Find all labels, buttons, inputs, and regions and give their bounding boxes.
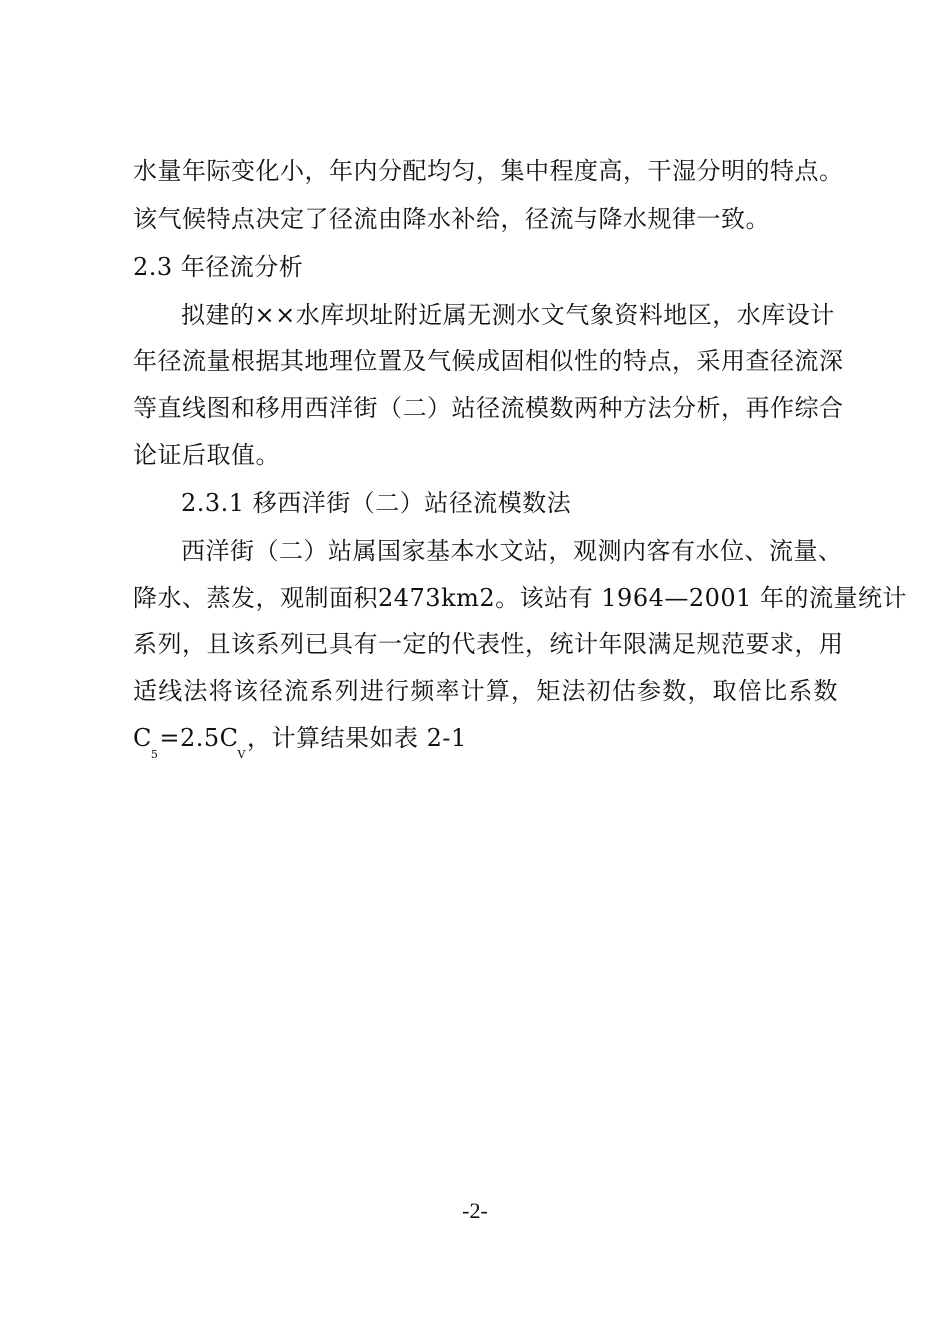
body-text-line: 该气候特点决定了径流由降水补给，径流与降水规律一致。	[133, 205, 770, 233]
body-text-line: 论证后取值。	[133, 441, 280, 469]
subsection-heading: 2.3.1 移西洋街（二）站径流模数法	[181, 489, 572, 517]
formula-line	[133, 723, 838, 761]
body-text-line: 年径流量根据其地理位置及气候成固相似性的特点，采用查径流深	[133, 347, 844, 375]
body-text-line: 西洋街（二）站属国家基本水文站，观测内客有水位、流量、	[181, 537, 843, 565]
body-text-line: 适线法将该径流系列进行频率计算，矩法初估参数，取倍比系数	[133, 677, 838, 705]
formula-equation: =2.5C	[159, 724, 239, 752]
formula-c-symbol: C	[133, 724, 152, 752]
body-text-line: 降水、蒸发，观制面积2473km2。该站有 1964—2001 年的流量统计	[133, 584, 908, 612]
formula-subscript-v: V	[237, 748, 246, 761]
body-text-line: 拟建的××水库坝址附近属无测水文气象资料地区，水库设计	[181, 301, 835, 329]
body-text-line: 水量年际变化小，年内分配均匀，集中程度高，干湿分明的特点。	[133, 157, 844, 185]
section-heading: 2.3 年径流分析	[133, 253, 304, 281]
body-text-line: 等直线图和移用西洋街（二）站径流模数两种方法分析，再作综合	[133, 394, 844, 422]
body-text-line: 系列，且该系列已具有一定的代表性，统计年限满足规范要求，用	[133, 630, 844, 658]
page-number: -2-	[462, 1198, 488, 1223]
formula-subscript-s: 5	[150, 748, 159, 761]
formula-tail-text: ，计算结果如表 2-1	[246, 724, 467, 752]
